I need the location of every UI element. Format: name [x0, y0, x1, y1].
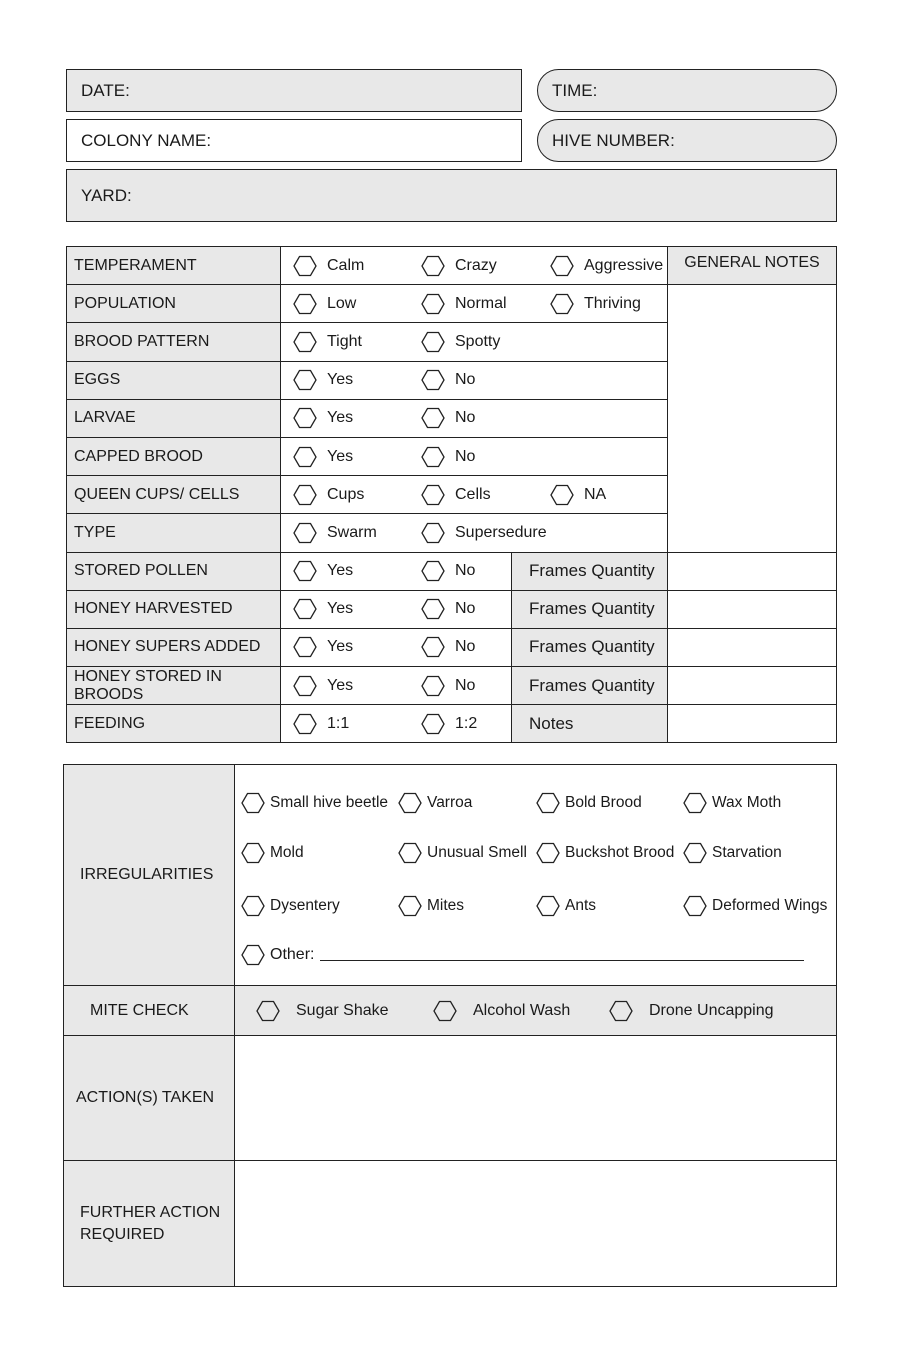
irregularity-option-buckshot-brood[interactable] [536, 841, 674, 865]
queen-cups-cells-option-cells[interactable] [421, 483, 491, 507]
option-label: No [455, 371, 476, 389]
hexagon-checkbox-icon[interactable] [421, 597, 445, 621]
hexagon-checkbox-icon[interactable] [398, 894, 422, 918]
honey-supers-added-option-no[interactable] [421, 635, 475, 659]
options-cell [281, 476, 668, 514]
hexagon-checkbox-icon[interactable] [421, 406, 445, 430]
option-label: Yes [327, 638, 354, 656]
hexagon-checkbox-icon[interactable] [293, 406, 317, 430]
time-field[interactable] [537, 69, 837, 112]
actions-taken-field[interactable] [235, 1036, 837, 1161]
mite-check-label: MITE CHECK [90, 1001, 189, 1019]
brood-pattern-option-tight[interactable] [293, 330, 362, 354]
honey-harvested-option-yes[interactable] [293, 597, 353, 621]
hexagon-checkbox-icon[interactable] [683, 791, 707, 815]
stored-pollen-option-no[interactable] [421, 559, 475, 583]
type-option-supersedure[interactable] [421, 521, 547, 545]
hexagon-checkbox-icon[interactable] [293, 483, 317, 507]
option-label: Yes [327, 371, 354, 389]
general-notes-field[interactable] [668, 285, 837, 552]
options-cell [281, 514, 668, 552]
option-label: Yes [327, 447, 354, 465]
option-label: Aggressive [584, 256, 664, 274]
option-label: 1:1 [327, 714, 350, 732]
type-option-swarm[interactable] [293, 521, 377, 545]
frames-quantity-field[interactable] [668, 590, 837, 628]
hexagon-checkbox-icon[interactable] [293, 368, 317, 392]
yard-field[interactable] [66, 169, 837, 222]
mite-check-option-sugar-shake[interactable] [256, 999, 389, 1023]
frames-quantity-label: Frames Quantity [512, 628, 668, 666]
row-label-larvae: LARVAE [67, 399, 281, 437]
population-option-low[interactable] [293, 292, 356, 316]
option-label: Buckshot Brood [565, 844, 675, 861]
further-action-field[interactable] [235, 1161, 837, 1287]
irregularities-label: IRREGULARITIES [80, 866, 214, 883]
hexagon-checkbox-icon[interactable] [421, 712, 445, 736]
eggs-option-yes[interactable] [293, 368, 353, 392]
option-label: No [455, 600, 476, 618]
option-label: Mites [427, 897, 465, 914]
actions-taken-label: ACTION(S) TAKEN [76, 1089, 215, 1106]
hexagon-checkbox-icon[interactable] [293, 712, 317, 736]
row-label-honey-stored-in-broods: HONEY STORED IN BROODS [67, 667, 281, 705]
row-label-queen-cups-cells: QUEEN CUPS/ CELLS [67, 476, 281, 514]
honey-stored-in-broods-option-yes[interactable] [293, 674, 353, 698]
notes-field[interactable] [668, 705, 837, 743]
frames-quantity-label: Frames Quantity [512, 590, 668, 628]
hexagon-checkbox-icon[interactable] [683, 841, 707, 865]
further-action-label-line2: REQUIRED [80, 1225, 165, 1243]
mite-check-option-alcohol-wash[interactable] [433, 999, 570, 1023]
hexagon-checkbox-icon[interactable] [683, 894, 707, 918]
hexagon-checkbox-icon[interactable] [550, 483, 574, 507]
option-label: Tight [327, 332, 362, 350]
option-label: No [455, 562, 476, 580]
irregularity-option-bold-brood[interactable] [536, 791, 642, 815]
frames-quantity-label: Frames Quantity [512, 667, 668, 705]
option-label: Cups [327, 485, 365, 503]
irregularity-option-unusual-smell[interactable] [398, 841, 527, 865]
option-label: Wax Moth [712, 794, 782, 811]
option-label: Drone Uncapping [649, 1001, 774, 1019]
hexagon-checkbox-icon[interactable] [293, 521, 317, 545]
population-option-normal[interactable] [421, 292, 507, 316]
honey-harvested-option-no[interactable] [421, 597, 475, 621]
capped-brood-option-no[interactable] [421, 445, 475, 469]
brood-pattern-option-spotty[interactable] [421, 330, 500, 354]
hexagon-checkbox-icon[interactable] [293, 597, 317, 621]
inspection-table [66, 246, 837, 743]
hexagon-checkbox-icon[interactable] [421, 445, 445, 469]
irregularity-option-mold[interactable] [241, 841, 304, 865]
options-cell [281, 361, 668, 399]
honey-stored-in-broods-option-no[interactable] [421, 674, 475, 698]
hexagon-checkbox-icon[interactable] [421, 635, 445, 659]
option-label: Yes [327, 562, 354, 580]
hexagon-checkbox-icon[interactable] [256, 999, 280, 1023]
hexagon-checkbox-icon[interactable] [536, 791, 560, 815]
hexagon-checkbox-icon[interactable] [421, 483, 445, 507]
mite-check-label-cell [64, 986, 235, 1036]
option-label: Supersedure [455, 523, 547, 541]
hexagon-checkbox-icon[interactable] [241, 894, 265, 918]
queen-cups-cells-option-na[interactable] [550, 483, 606, 507]
hexagon-checkbox-icon[interactable] [293, 635, 317, 659]
option-label: Dysentery [270, 897, 340, 914]
hexagon-checkbox-icon[interactable] [293, 330, 317, 354]
hexagon-checkbox-icon[interactable] [241, 841, 265, 865]
hexagon-checkbox-icon[interactable] [398, 841, 422, 865]
hexagon-checkbox-icon[interactable] [421, 559, 445, 583]
option-label: NA [584, 485, 607, 503]
irregularity-option-mites[interactable] [398, 894, 464, 918]
option-label: Sugar Shake [296, 1001, 389, 1019]
temperament-option-calm[interactable] [293, 254, 364, 278]
irregularity-option-dysentery[interactable] [241, 894, 340, 918]
further-action-label-line1: FURTHER ACTION [80, 1203, 221, 1221]
general-notes-header: GENERAL NOTES [668, 247, 837, 285]
option-label: Deformed Wings [712, 897, 828, 914]
row-label-type: TYPE [67, 514, 281, 552]
option-label: Yes [327, 409, 354, 427]
irregularities-table [63, 764, 837, 1287]
frames-quantity-field[interactable] [668, 628, 837, 666]
options-cell [281, 399, 668, 437]
option-label: Normal [455, 294, 507, 312]
option-label: No [455, 447, 476, 465]
options-cell [281, 590, 512, 628]
colony-name-field[interactable] [66, 119, 522, 162]
row-label-temperament: TEMPERAMENT [67, 247, 281, 285]
option-label: Varroa [427, 794, 473, 811]
option-label: Cells [455, 485, 491, 503]
hexagon-checkbox-icon[interactable] [421, 521, 445, 545]
hexagon-checkbox-icon[interactable] [293, 674, 317, 698]
option-label: Spotty [455, 332, 501, 350]
hexagon-checkbox-icon[interactable] [293, 292, 317, 316]
irregularities-label-cell [64, 765, 235, 986]
hexagon-checkbox-icon[interactable] [421, 368, 445, 392]
hexagon-checkbox-icon[interactable] [421, 330, 445, 354]
option-label: Mold [270, 844, 304, 861]
options-cell [281, 323, 668, 361]
mite-check-option-drone-uncapping[interactable] [609, 999, 774, 1023]
option-label: Starvation [712, 844, 782, 861]
options-cell [281, 285, 668, 323]
option-label: Low [327, 294, 357, 312]
eggs-option-no[interactable] [421, 368, 475, 392]
option-label: Crazy [455, 256, 497, 274]
other-write-in-line[interactable] [320, 960, 804, 961]
mite-check-cell [235, 986, 837, 1036]
irregularity-option-deformed-wings[interactable] [683, 894, 827, 918]
hexagon-checkbox-icon[interactable] [609, 999, 633, 1023]
queen-cups-cells-option-cups[interactable] [293, 483, 364, 507]
options-cell [281, 705, 512, 743]
irregularity-option-other[interactable] [241, 943, 314, 967]
larvae-option-yes[interactable] [293, 406, 353, 430]
frames-quantity-label: Frames Quantity [512, 552, 668, 590]
hexagon-checkbox-icon[interactable] [421, 674, 445, 698]
options-cell [281, 552, 512, 590]
stored-pollen-option-yes[interactable] [293, 559, 353, 583]
larvae-option-no[interactable] [421, 406, 475, 430]
hive-number-label: HIVE NUMBER: [552, 130, 675, 150]
actions-taken-label-cell [64, 1036, 235, 1161]
capped-brood-option-yes[interactable] [293, 445, 353, 469]
row-label-brood-pattern: BROOD PATTERN [67, 323, 281, 361]
option-label: Calm [327, 256, 365, 274]
irregularities-cell [235, 765, 837, 986]
date-field[interactable] [66, 69, 522, 112]
options-cell [281, 437, 668, 475]
option-label: Unusual Smell [427, 844, 527, 861]
notes-label: Notes [512, 705, 668, 743]
option-label: No [455, 638, 476, 656]
irregularity-option-small-hive-beetle[interactable] [241, 791, 388, 815]
irregularity-option-wax-moth[interactable] [683, 791, 781, 815]
temperament-option-crazy[interactable] [421, 254, 497, 278]
option-label: Swarm [327, 523, 377, 541]
options-cell [281, 247, 668, 285]
hexagon-checkbox-icon[interactable] [293, 254, 317, 278]
option-label: Small hive beetle [270, 794, 389, 811]
hexagon-checkbox-icon[interactable] [536, 841, 560, 865]
hexagon-checkbox-icon[interactable] [550, 254, 574, 278]
hexagon-checkbox-icon[interactable] [550, 292, 574, 316]
hexagon-checkbox-icon[interactable] [293, 559, 317, 583]
irregularity-option-varroa[interactable] [398, 791, 472, 815]
irregularity-option-ants[interactable] [536, 894, 596, 918]
hexagon-checkbox-icon[interactable] [241, 943, 265, 967]
row-label-capped-brood: CAPPED BROOD [67, 437, 281, 475]
date-label: DATE: [81, 80, 130, 100]
irregularity-option-starvation[interactable] [683, 841, 782, 865]
hexagon-checkbox-icon[interactable] [536, 894, 560, 918]
colony-name-label: COLONY NAME: [81, 130, 212, 150]
temperament-option-aggressive[interactable] [550, 254, 663, 278]
honey-supers-added-option-yes[interactable] [293, 635, 353, 659]
frames-quantity-field[interactable] [668, 667, 837, 705]
options-cell [281, 667, 512, 705]
option-label: 1:2 [455, 714, 478, 732]
yard-label: YARD: [81, 185, 132, 205]
hexagon-checkbox-icon[interactable] [421, 254, 445, 278]
option-label: Yes [327, 676, 354, 694]
option-label: Ants [565, 897, 597, 914]
option-label: Alcohol Wash [473, 1001, 571, 1019]
hexagon-checkbox-icon[interactable] [241, 791, 265, 815]
option-label: Bold Brood [565, 794, 642, 811]
option-label: Other: [270, 946, 315, 963]
frames-quantity-field[interactable] [668, 552, 837, 590]
hexagon-checkbox-icon[interactable] [433, 999, 457, 1023]
further-action-label-cell [64, 1161, 235, 1287]
row-label-eggs: EGGS [67, 361, 281, 399]
feeding-option-1-2[interactable] [421, 712, 477, 736]
population-option-thriving[interactable] [550, 292, 641, 316]
option-label: Yes [327, 600, 354, 618]
hexagon-checkbox-icon[interactable] [293, 445, 317, 469]
options-cell [281, 628, 512, 666]
row-label-honey-supers-added: HONEY SUPERS ADDED [67, 628, 281, 666]
hexagon-checkbox-icon[interactable] [421, 292, 445, 316]
option-label: Thriving [584, 294, 641, 312]
row-label-feeding: FEEDING [67, 705, 281, 743]
row-label-honey-harvested: HONEY HARVESTED [67, 590, 281, 628]
row-label-population: POPULATION [67, 285, 281, 323]
hive-number-field[interactable] [537, 119, 837, 162]
time-label: TIME: [552, 80, 598, 100]
option-label: No [455, 676, 476, 694]
feeding-option-1-1[interactable] [293, 712, 349, 736]
row-label-stored-pollen: STORED POLLEN [67, 552, 281, 590]
hexagon-checkbox-icon[interactable] [398, 791, 422, 815]
option-label: No [455, 409, 476, 427]
